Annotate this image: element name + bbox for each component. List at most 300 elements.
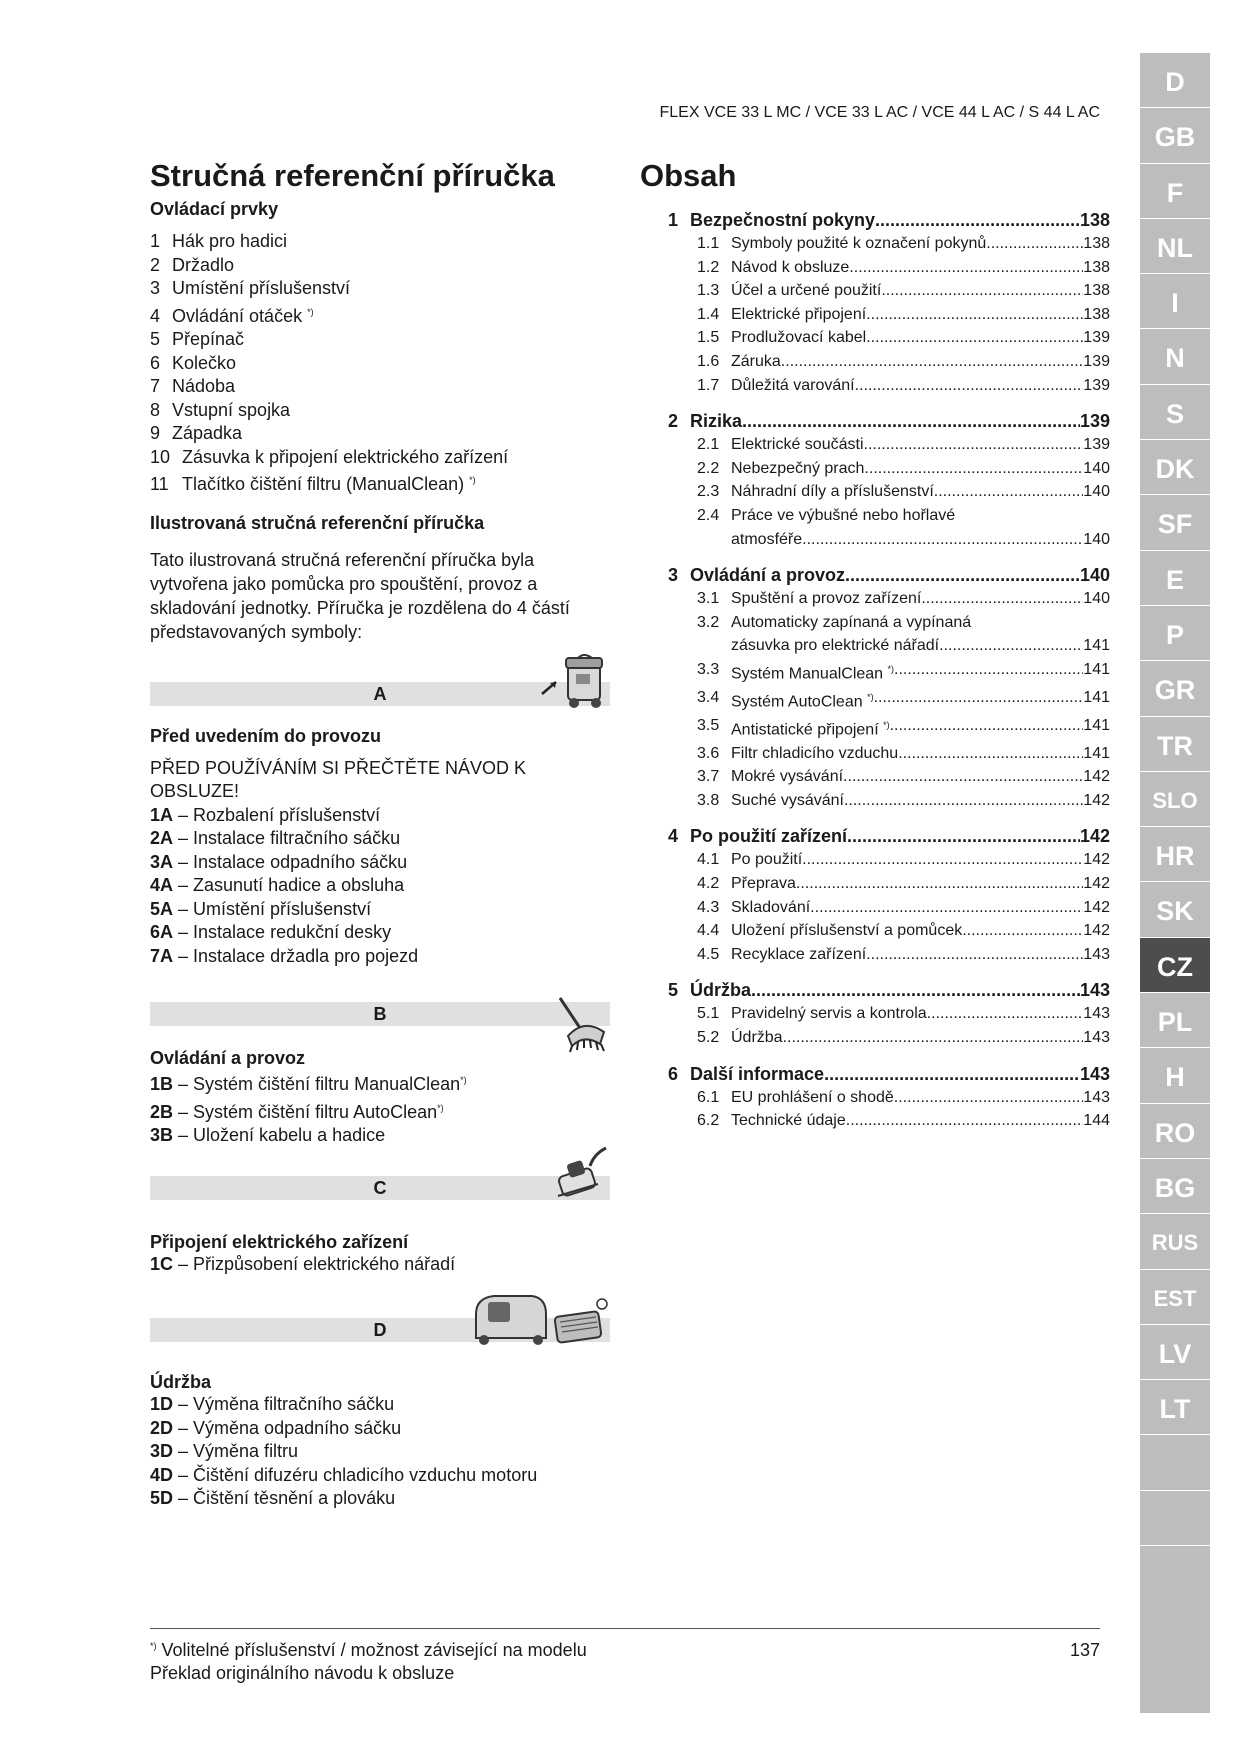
toc-entry-title: Systém ManualClean *) — [731, 663, 895, 683]
toc-entry-number: 4.4 — [697, 922, 720, 940]
controls-list — [150, 230, 610, 497]
step-item — [150, 1253, 610, 1277]
step-code: 4D — [150, 1464, 174, 1485]
toc-entry-title: Recyklace zařízení — [731, 945, 867, 963]
section-b-heading: Ovládání a provoz — [150, 1048, 306, 1068]
language-tab-empty — [1140, 1435, 1210, 1490]
section-b-letter: B — [373, 1004, 387, 1024]
toc-leader-dots — [898, 742, 1083, 766]
step-code: 3D — [150, 1441, 174, 1461]
optional-note-mark: *) — [437, 1102, 444, 1113]
toc-entry-page: 140 — [1083, 590, 1110, 608]
toc-entry-page: 138 — [1083, 282, 1110, 300]
language-tab-hr[interactable]: HR — [1140, 827, 1210, 882]
toc-entry-title: Nebezpečný prach — [731, 459, 865, 477]
toc-leader-dots — [939, 634, 1083, 658]
control-label: Zásuvka k připojení elektrického zařízení — [182, 446, 509, 467]
toc-leader-dots — [847, 824, 1080, 848]
toc-entry-title: Elektrické připojení — [731, 305, 867, 323]
toc-entry-number: 1.6 — [697, 352, 720, 370]
toc-leader-dots — [781, 350, 1084, 374]
toc-leader-dots — [866, 326, 1083, 350]
toc-leader-dots — [866, 943, 1083, 967]
step-code: 3B — [150, 1125, 174, 1145]
language-tab-nl[interactable]: NL — [1140, 219, 1210, 274]
control-label: Vstupní spojka — [172, 399, 291, 420]
toc-section — [668, 1062, 1110, 1086]
toc-entry-number: 1.5 — [697, 329, 720, 347]
optional-note-mark: *) — [883, 719, 890, 730]
optional-note-mark: *) — [867, 691, 874, 702]
toc-section — [668, 563, 1110, 587]
toc-section — [668, 978, 1110, 1002]
control-number: 11 — [150, 474, 169, 494]
toc-entry-number: 3.8 — [697, 791, 720, 809]
language-tab-tr[interactable]: TR — [1140, 717, 1210, 772]
toc-leader-dots — [881, 279, 1083, 303]
language-tab-n[interactable]: N — [1140, 329, 1210, 384]
toc-entry-page: 142 — [1083, 851, 1110, 869]
toc-entry — [697, 848, 1110, 872]
toc-section-title: Rizika — [690, 411, 743, 432]
control-item — [150, 352, 610, 376]
toc-entry-title: Prodlužovací kabel — [731, 329, 867, 347]
toc-entry — [697, 256, 1110, 280]
toc-entry-page: 142 — [1083, 922, 1110, 940]
toc-entry-number: 3.1 — [697, 590, 720, 608]
toc-section-number: 6 — [668, 1063, 679, 1084]
footer-translation: Překlad originálního návodu k obsluze — [150, 1663, 455, 1683]
toc-entry-title: Údržba — [731, 1029, 783, 1047]
control-number: 9 — [150, 423, 161, 443]
toc-entry-number: 2.1 — [697, 436, 720, 454]
toc-entry — [697, 789, 1110, 813]
step-item — [150, 898, 610, 922]
optional-note-mark: *) — [887, 663, 895, 674]
document-model-header: FLEX VCE 33 L MC / VCE 33 L AC / VCE 44 L AC / S 44 L AC — [659, 104, 1100, 121]
language-tab-s[interactable]: S — [1140, 385, 1210, 440]
toc-leader-dots — [802, 528, 1083, 552]
toc-entry — [697, 742, 1110, 766]
toc-leader-dots — [844, 789, 1083, 813]
step-item — [150, 804, 610, 828]
toc-entry-number: 2.2 — [697, 459, 720, 477]
control-number: 7 — [150, 376, 161, 396]
control-number: 6 — [150, 352, 161, 373]
section-b-steps — [150, 1069, 610, 1148]
control-label: Umístění příslušenství — [172, 278, 351, 298]
step-item — [150, 1124, 610, 1148]
toc-entry — [697, 658, 1110, 686]
toc-entry-page: 141 — [1083, 688, 1110, 706]
toc-section-number: 1 — [668, 210, 679, 230]
toc-entry-page: 140 — [1083, 483, 1110, 501]
control-item — [150, 277, 610, 301]
optional-note-mark: *) — [469, 475, 476, 485]
step-code: 2A — [150, 828, 174, 848]
toc-leader-dots — [927, 1002, 1084, 1026]
toc-leader-dots — [962, 919, 1083, 943]
toc-entry-number: 1.2 — [697, 258, 720, 276]
control-item — [150, 469, 610, 497]
language-tab-d[interactable]: D — [1140, 53, 1210, 108]
toc-section-number: 4 — [668, 826, 679, 847]
language-tab-pl[interactable]: PL — [1140, 993, 1210, 1048]
section-c-heading: Připojení elektrického zařízení — [150, 1231, 409, 1252]
control-item — [150, 328, 610, 352]
toc-entry-number: 3.7 — [697, 768, 720, 786]
read-manual-warning: PŘED POUŽÍVÁNÍM SI PŘEČTĚTE NÁVOD K OBSLUZE! — [150, 757, 527, 801]
control-number: 8 — [150, 399, 161, 420]
step-item — [150, 874, 610, 898]
toc-entry — [697, 480, 1110, 504]
toc-entry-page: 143 — [1083, 1088, 1110, 1106]
step-text: – Instalace filtračního sáčku — [173, 828, 401, 848]
table-of-contents — [640, 158, 1110, 1133]
step-text: – Umístění příslušenství — [173, 898, 372, 919]
step-item — [150, 1487, 610, 1511]
language-tab-sf[interactable]: SF — [1140, 495, 1210, 550]
toc-entry-title-continued: atmosféře — [731, 530, 803, 548]
toc-entry — [697, 611, 1110, 635]
language-tab-sk[interactable]: SK — [1140, 882, 1210, 937]
toc-leader-dots — [866, 303, 1083, 327]
toc-entry-number: 3.4 — [697, 688, 720, 706]
step-item — [150, 851, 610, 875]
language-tab-cz[interactable]: CZ — [1140, 938, 1210, 993]
toc-entry — [697, 943, 1110, 967]
toc-leader-dots — [864, 457, 1083, 481]
step-item — [150, 1464, 610, 1488]
toc-entry-title: Symboly použité k označení pokynů — [731, 235, 987, 252]
section-a-bar — [150, 682, 610, 706]
toc-entry-number: 5.1 — [697, 1005, 720, 1023]
toc-entry-page: 142 — [1083, 768, 1110, 786]
language-tab-gr[interactable]: GR — [1140, 661, 1210, 716]
toc-entry-page: 141 — [1083, 637, 1110, 655]
step-item — [150, 1440, 610, 1464]
step-item — [150, 1097, 610, 1125]
control-number: 2 — [150, 254, 161, 275]
toc-entry-title: Práce ve výbušné nebo hořlavé — [731, 506, 956, 524]
toc-leader-dots — [849, 256, 1083, 280]
toc-entry-title: Důležitá varování — [731, 376, 855, 394]
toc-entry — [697, 1026, 1110, 1050]
power-tool-icon — [554, 1146, 608, 1200]
toc-entry-page: 141 — [1083, 744, 1110, 762]
control-item — [150, 422, 610, 446]
quick-reference-column — [150, 158, 610, 1511]
control-label: Kolečko — [172, 352, 237, 373]
step-code: 3A — [150, 851, 174, 872]
step-item — [150, 945, 610, 969]
toc-section-number: 3 — [668, 565, 679, 586]
toc-leader-dots — [824, 1062, 1080, 1086]
footer-note-text: Volitelné příslušenství / možnost závisející na modelu — [156, 1640, 587, 1660]
optional-note-mark: *) — [307, 306, 314, 317]
toc-entry-page: 140 — [1083, 459, 1110, 477]
control-label: Přepínač — [172, 329, 245, 349]
toc-entry — [697, 1002, 1110, 1026]
toc-leader-dots — [796, 872, 1083, 896]
toc-leader-dots — [894, 1086, 1084, 1110]
step-text: – Zasunutí hadice a obsluha — [173, 875, 405, 895]
step-item — [150, 1417, 610, 1441]
step-text: – Uložení kabelu a hadice — [173, 1125, 386, 1145]
section-a-heading: Před uvedením do provozu — [150, 725, 382, 746]
toc-leader-dots — [864, 433, 1084, 457]
toc-entry-title: Antistatické připojení *) — [731, 719, 890, 739]
toc-entry-number: 3.3 — [697, 660, 720, 678]
toc-section-title: Údržba — [690, 980, 752, 1001]
toc-entry-number: 4.2 — [697, 875, 720, 893]
toc-entry-title: Elektrické součásti — [731, 436, 864, 454]
language-tab-ro[interactable]: RO — [1140, 1104, 1210, 1159]
section-d-heading: Údržba — [150, 1372, 212, 1392]
language-tabs — [1140, 53, 1210, 1713]
toc-entry-title: Uložení příslušenství a pomůcek — [731, 922, 963, 940]
toc-leader-dots — [894, 658, 1083, 686]
toc-entry-title: Přeprava — [731, 875, 796, 893]
toc-section-title: Bezpečnostní pokyny — [690, 210, 876, 230]
toc-section-page: 142 — [1079, 826, 1110, 847]
step-code: 7A — [150, 945, 174, 966]
toc-entry-number: 2.3 — [697, 483, 720, 501]
toc-section-number: 2 — [668, 411, 679, 432]
quick-reference-title: Stručná referenční příručka — [150, 158, 555, 193]
toc-entry — [697, 374, 1110, 398]
toc-entry-number: 3.6 — [697, 744, 720, 762]
step-text: – Výměna filtračního sáčku — [173, 1394, 395, 1414]
step-text: – Systém čištění filtru ManualClean — [173, 1074, 461, 1094]
toc-entry — [697, 279, 1110, 303]
footer-note — [150, 1640, 587, 1661]
toc-entry-number: 1.4 — [697, 305, 720, 323]
toc-section-page: 143 — [1079, 980, 1110, 1001]
toc-entry-page: 143 — [1083, 945, 1110, 963]
control-item — [150, 301, 610, 329]
language-tab-f[interactable]: F — [1140, 164, 1210, 219]
control-number: 10 — [150, 446, 171, 467]
toc-entry-page: 139 — [1083, 436, 1110, 454]
toc-entry-title: Účel a určené použití — [731, 282, 882, 300]
toc-section-title: Ovládání a provoz — [690, 565, 846, 586]
toc-entry-page: 139 — [1083, 352, 1110, 370]
toc-section-page: 140 — [1079, 565, 1110, 586]
toc-entry — [697, 1086, 1110, 1110]
vacuum-cleaner-icon — [538, 654, 610, 710]
toc-entry-title: Technické údaje — [731, 1112, 846, 1130]
toc-entry-page: 142 — [1083, 898, 1110, 916]
control-label: Hák pro hadici — [172, 231, 288, 251]
toc-entry — [697, 232, 1110, 256]
toc-entry-number: 6.2 — [697, 1112, 720, 1130]
step-item — [150, 1393, 610, 1417]
toc-entry-page: 142 — [1083, 875, 1110, 893]
toc-section-title: Další informace — [690, 1063, 825, 1084]
control-number: 1 — [150, 231, 161, 251]
toc-leader-dots — [742, 409, 1080, 433]
toc-entry-number: 1.3 — [697, 282, 720, 300]
toc-entry-number: 1.7 — [697, 376, 720, 394]
language-tab-rus[interactable]: RUS — [1140, 1214, 1210, 1269]
toc-leader-dots — [845, 563, 1080, 587]
toc-entry-title: Náhradní díly a příslušenství — [731, 483, 934, 501]
toc-entry-number: 3.5 — [697, 716, 720, 734]
step-code: 5D — [150, 1488, 174, 1508]
step-text: – Instalace redukční desky — [173, 922, 392, 942]
toc-entry-page: 143 — [1083, 1029, 1110, 1047]
toc-entry-number: 4.3 — [697, 898, 720, 916]
step-code: 6A — [150, 922, 174, 942]
toc-entry-title: Záruka — [731, 352, 781, 370]
toc-leader-dots — [934, 480, 1084, 504]
toc-leader-dots — [890, 714, 1084, 742]
toc-entry — [697, 504, 1110, 528]
toc-leader-dots — [986, 232, 1083, 256]
step-code: 5A — [150, 898, 174, 919]
toc-leader-dots — [921, 587, 1083, 611]
toc-entry-number: 4.5 — [697, 945, 720, 963]
toc-body — [640, 208, 1110, 1133]
toc-entry-continuation — [731, 634, 1110, 658]
toc-entry-page: 138 — [1083, 258, 1110, 276]
toc-leader-dots — [802, 848, 1083, 872]
toc-entry-number: 4.1 — [697, 851, 720, 869]
step-code: 1D — [150, 1394, 174, 1414]
language-tab-i[interactable]: I — [1140, 274, 1210, 329]
control-item — [150, 446, 610, 470]
illustrated-heading: Ilustrovaná stručná referenční příručka — [150, 512, 485, 533]
toc-entry-number: 5.2 — [697, 1029, 720, 1047]
control-label: Západka — [172, 423, 243, 443]
maintenance-filter-icon — [472, 1288, 610, 1346]
toc-entry-page: 138 — [1083, 305, 1110, 323]
toc-section-title: Po použití zařízení — [690, 826, 848, 847]
toc-entry-title: Spuštění a provoz zařízení — [731, 590, 922, 608]
toc-leader-dots — [810, 896, 1083, 920]
toc-entry-page: 139 — [1083, 376, 1110, 394]
section-a-letter: A — [373, 683, 387, 704]
control-number: 5 — [150, 329, 161, 349]
control-label: Držadlo — [172, 254, 235, 275]
step-item — [150, 921, 610, 945]
step-text: – Výměna odpadního sáčku — [173, 1417, 402, 1438]
control-item — [150, 254, 610, 278]
toc-entry-page: 140 — [1083, 530, 1110, 548]
toc-entry-number: 6.1 — [697, 1088, 720, 1106]
section-b-bar — [150, 1002, 610, 1026]
step-code: 4A — [150, 875, 174, 895]
language-tab-e[interactable]: E — [1140, 551, 1210, 606]
language-tab-est[interactable]: EST — [1140, 1270, 1210, 1325]
toc-entry-page: 139 — [1083, 329, 1110, 347]
controls-heading: Ovládací prvky — [150, 199, 279, 219]
step-code: 2B — [150, 1101, 174, 1122]
language-tab-lv[interactable]: LV — [1140, 1325, 1210, 1380]
toc-leader-dots — [855, 374, 1084, 398]
section-c-bar — [150, 1176, 610, 1200]
toc-section-page: 138 — [1079, 210, 1110, 230]
optional-note-mark: *) — [460, 1075, 467, 1085]
control-number: 3 — [150, 278, 161, 298]
toc-leader-dots — [751, 978, 1080, 1002]
language-tab-h[interactable]: H — [1140, 1048, 1210, 1103]
toc-entry-title-continued: zásuvka pro elektrické nářadí — [731, 637, 940, 655]
step-text: – Instalace odpadního sáčku — [173, 851, 408, 872]
step-text: – Instalace držadla pro pojezd — [173, 945, 419, 966]
toc-entry-number: 3.2 — [697, 613, 720, 631]
toc-entry-title: EU prohlášení o shodě — [731, 1088, 894, 1106]
toc-entry — [697, 433, 1110, 457]
language-tab-gb[interactable]: GB — [1140, 108, 1210, 163]
toc-entry — [697, 587, 1110, 611]
toc-entry-title: Po použití — [731, 851, 803, 869]
control-item — [150, 230, 610, 254]
step-text: – Systém čištění filtru AutoClean — [173, 1101, 438, 1122]
language-tab-lt[interactable]: LT — [1140, 1380, 1210, 1435]
toc-entry — [697, 686, 1110, 714]
toc-title: Obsah — [640, 158, 737, 193]
section-c-steps — [150, 1253, 610, 1277]
toc-section-page: 139 — [1079, 411, 1110, 432]
toc-leader-dots — [875, 208, 1080, 232]
toc-entry-page: 138 — [1083, 235, 1110, 252]
illustrated-intro: Tato ilustrovaná stručná referenční příručka byla vytvořena jako pomůcka pro spouštění, provoz a skladování jednotky. Příručka je rozdělena do 4 částí představovaných symboly: — [150, 549, 570, 642]
step-item — [150, 827, 610, 851]
toc-entry-title: Filtr chladicího vzduchu — [731, 744, 899, 762]
control-number: 4 — [150, 305, 161, 326]
section-d-bar — [150, 1318, 610, 1342]
step-code: 1A — [150, 804, 174, 825]
toc-leader-dots — [843, 765, 1083, 789]
control-item — [150, 399, 610, 423]
language-tab-dk[interactable]: DK — [1140, 440, 1210, 495]
toc-entry-page: 144 — [1083, 1112, 1110, 1130]
toc-entry — [697, 765, 1110, 789]
step-text: – Rozbalení příslušenství — [173, 804, 381, 825]
toc-entry-title: Mokré vysávání — [731, 768, 844, 786]
page-number: 137 — [1069, 1640, 1100, 1660]
step-item — [150, 1069, 610, 1097]
toc-entry — [697, 303, 1110, 327]
toc-entry — [697, 457, 1110, 481]
toc-entry — [697, 714, 1110, 742]
toc-entry-page: 143 — [1083, 1005, 1110, 1023]
step-text: – Výměna filtru — [173, 1441, 299, 1461]
toc-entry-title: Návod k obsluze — [731, 258, 850, 276]
toc-entry — [697, 896, 1110, 920]
language-tab-bg[interactable]: BG — [1140, 1159, 1210, 1214]
toc-entry-number: 2.4 — [697, 506, 720, 524]
toc-section — [668, 824, 1110, 848]
step-text: – Čištění těsnění a plováku — [173, 1488, 396, 1508]
language-tab-slo[interactable]: SLO — [1140, 772, 1210, 827]
toc-entry — [697, 1109, 1110, 1133]
footer-divider — [150, 1628, 1100, 1629]
section-d-letter: D — [373, 1320, 387, 1340]
toc-entry-title: Suché vysávání — [731, 791, 844, 809]
toc-entry-title: Automaticky zapínaná a vypínaná — [731, 613, 972, 631]
toc-entry-number: 1.1 — [697, 235, 720, 252]
control-label: Tlačítko čištění filtru (ManualClean) — [182, 474, 465, 494]
section-c-letter: C — [373, 1177, 387, 1198]
control-label: Nádoba — [172, 376, 236, 396]
toc-leader-dots — [846, 1109, 1084, 1133]
toc-entry-title: Skladování — [731, 898, 811, 916]
toc-entry-title: Pravidelný servis a kontrola — [731, 1005, 927, 1023]
language-tab-p[interactable]: P — [1140, 606, 1210, 661]
